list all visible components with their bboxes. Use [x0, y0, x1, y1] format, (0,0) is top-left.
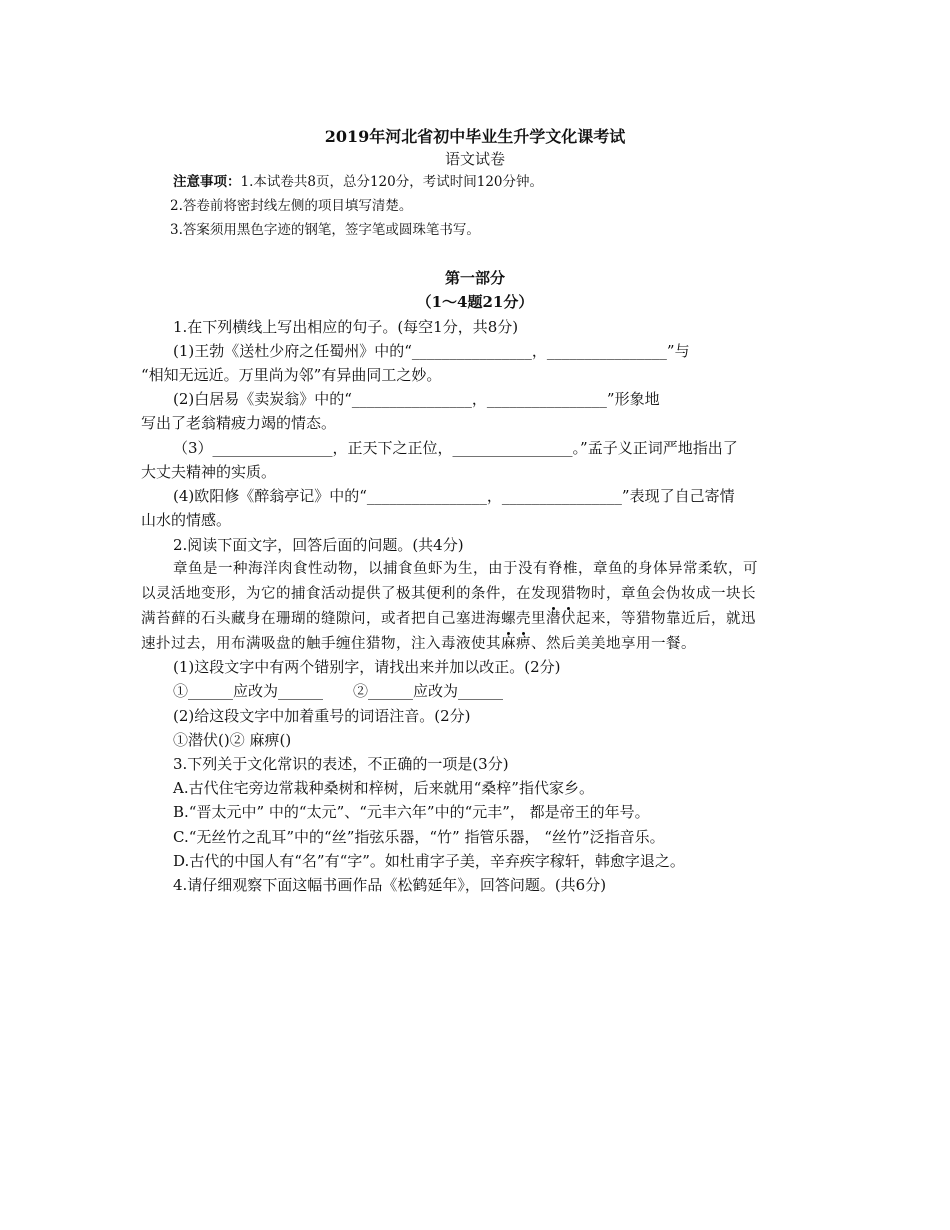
q3-option-d: D.古代的中国人有“名”有“字”。如杜甫字子美，辛弃疾字稼轩，韩愈字退之。: [173, 852, 685, 870]
q3-option-a: A.古代住宅旁边常栽种桑树和梓树，后来就用“桑梓”指代家乡。: [173, 779, 594, 797]
emphasis-char: 伏: [561, 611, 576, 627]
q1-stem: 1.在下列横线上写出相应的句子。(每空1分，共8分): [173, 318, 519, 336]
part-title: 第一部分: [444, 269, 505, 287]
q1-line-7: (4)欧阳修《醉翁亭记》中的“________________，________________”表现了自己寄情: [173, 487, 735, 505]
notes-item-1: 1.本试卷共8页，总分120分，考试时间120分钟。: [240, 174, 544, 190]
q2-stem: 2.阅读下面文字，回答后面的问题。(共4分): [173, 536, 464, 554]
q2-sub-1-answer: ①______应改为______ ②______应改为______: [173, 682, 504, 700]
emphasis-char: 麻: [501, 636, 516, 652]
q3-option-b: B.“晋太元中” 中的“太元”、“元丰六年”中的“元丰”， 都是帝王的年号。: [173, 803, 650, 821]
q2-passage-line-1: 章鱼是一种海洋肉食性动物，以捕食鱼虾为生，由于没有脊椎，章鱼的身体异常柔软，可: [173, 561, 758, 577]
part-range: （1～4题21分）: [416, 293, 534, 311]
notes-label: 注意事项：: [173, 174, 241, 190]
q4-stem: 4.请仔细观察下面这幅书画作品《松鹤延年》，回答问题。(共6分): [173, 876, 607, 894]
q1-line-2: “相知无远近。万里尚为邻”有异曲同工之妙。: [141, 366, 442, 384]
q2-passage-line-3: [141, 609, 756, 629]
q1-line-1: (1)王勃《送杜少府之任蜀州》中的“________________，________________”与: [173, 342, 690, 360]
q2-sub-2: (2)给这段文字中加着重号的词语注音。(2分): [173, 707, 471, 725]
q2-passage-line-2: 以灵活地变形，为它的捕食活动提供了极其便利的条件，在发现猎物时，章鱼会伪妆成一块长: [141, 586, 756, 602]
q2-passage-line-4: [141, 634, 696, 654]
notes-item-2: 2.答卷前将密封线左侧的项目填写清楚。: [170, 198, 413, 214]
q2-passage-line-3b: 起来，等猎物靠近后，就迅: [576, 611, 756, 627]
q3-option-c: C.“无丝竹之乱耳”中的“丝”指弦乐器，“竹” 指管乐器， “丝竹”泛指音乐。: [173, 828, 665, 846]
q2-passage-line-4b: 、然后美美地享用一餐。: [531, 636, 696, 652]
q1-line-8: 山水的情感。: [141, 511, 232, 529]
q1-line-5: （3）________________，正天下之正位，________________。”孟子义正词严地指出了: [173, 439, 738, 457]
q2-sub-1: (1)这段文字中有两个错别字，请找出来并加以改正。(2分): [173, 658, 561, 676]
q2-passage-line-4a: 速扑过去，用布满吸盘的触手缠住猎物，注入毒液使其: [141, 636, 501, 652]
q3-stem: 3.下列关于文化常识的表述，不正确的一项是(3分): [173, 755, 509, 773]
emphasis-char: 痹: [516, 636, 531, 652]
emphasis-char: 潜: [546, 611, 561, 627]
q1-line-6: 大丈夫精神的实质。: [141, 463, 277, 481]
notes-line-1: [173, 172, 543, 192]
exam-title: 2019年河北省初中毕业生升学文化课考试: [324, 127, 626, 146]
notes-item-3: 3.答案须用黑色字迹的钢笔，签字笔或圆珠笔书写。: [170, 222, 480, 238]
q2-passage-line-3a: 满苔藓的石头藏身在珊瑚的缝隙问，或者把自己塞进海螺壳里: [141, 611, 546, 627]
q2-sub-2-answer: ①潜伏()② 麻痹(): [173, 731, 292, 749]
exam-subtitle: 语文试卷: [444, 150, 505, 168]
q1-line-4: 写出了老翁精疲力竭的情态。: [141, 414, 337, 432]
q1-line-3: (2)白居易《卖炭翁》中的“________________，________________”形象地: [173, 390, 660, 408]
